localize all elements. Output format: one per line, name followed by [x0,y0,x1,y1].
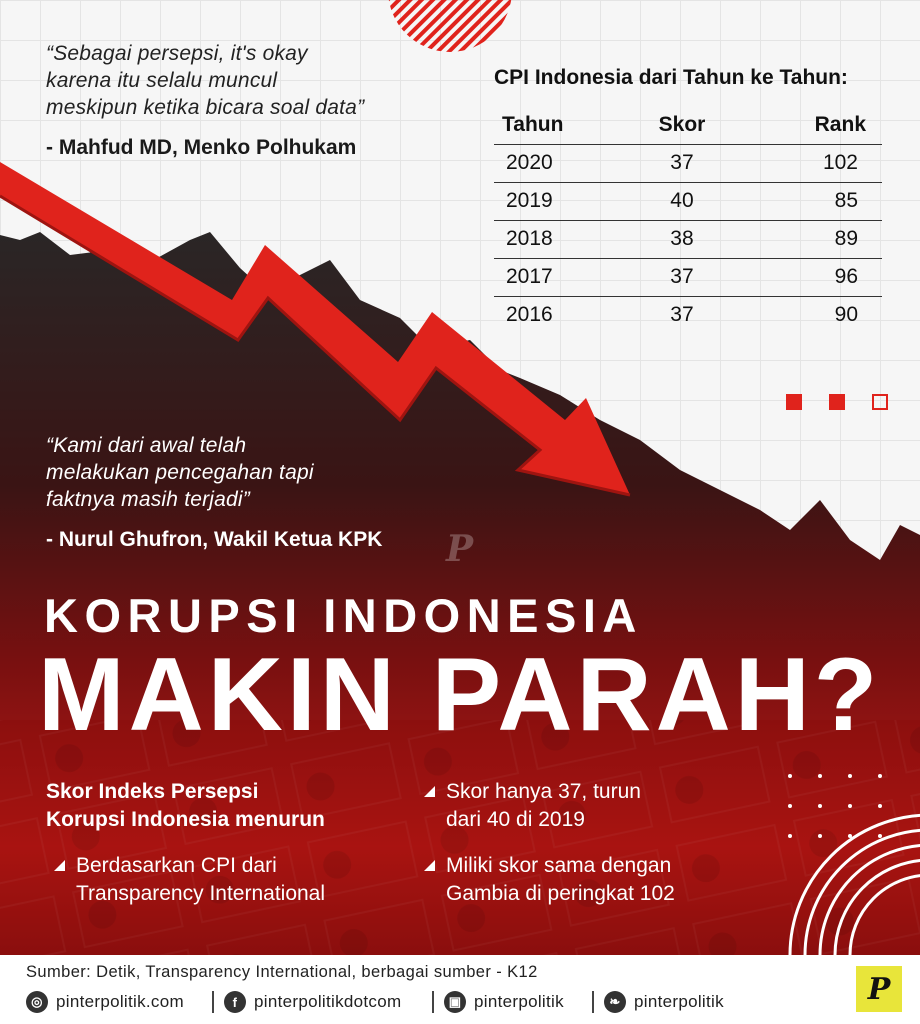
bullet-point [76,852,325,908]
table-title: CPI Indonesia dari Tahun ke Tahun: [494,66,848,89]
table-row [494,296,882,334]
divider [432,991,434,1013]
quote-line: “Kami dari awal telah [46,434,247,457]
instagram-icon: ▣ [444,991,466,1013]
column-header-year: Tahun [502,112,564,136]
bullet-point-line: dari 40 di 2019 [446,808,585,831]
square-outline-decoration [872,394,888,410]
table-header-row [494,106,882,144]
headline-title: MAKIN PARAH? [38,637,882,753]
score-cell: 38 [635,220,730,258]
table-row [494,258,882,296]
social-label: pinterpolitik [634,992,724,1011]
rank-cell: 85 [729,182,882,220]
bullet-triangle-icon [54,860,65,871]
year-cell: 2020 [494,144,635,182]
twitter-icon: ❧ [604,991,626,1013]
score-cell: 37 [635,144,730,182]
lead-point [46,778,325,834]
score-cell: 40 [635,182,730,220]
table-row [494,220,882,258]
rank-cell: 96 [729,258,882,296]
social-website[interactable] [26,989,184,1015]
facebook-icon: f [224,991,246,1013]
table-row [494,182,882,220]
score-cell: 37 [635,296,730,334]
bullet-point-line: Berdasarkan CPI dari [76,854,277,877]
quote-line: “Sebagai persepsi, it's okay [46,42,308,65]
striped-circle-decoration [388,0,512,52]
social-instagram[interactable] [444,989,564,1015]
social-label: pinterpolitik.com [56,992,184,1011]
bullet-point [446,852,675,908]
cpi-table [494,106,882,334]
bullet-point [446,778,641,834]
square-decoration [829,394,845,410]
quote-author-mahfud: - Mahfud MD, Menko Polhukam [46,136,357,159]
quote-line: faktnya masih terjadi” [46,488,250,511]
social-label: pinterpolitikdotcom [254,992,402,1011]
lead-point-line: Korupsi Indonesia menurun [46,808,325,831]
lead-point-line: Skor Indeks Persepsi [46,780,259,803]
social-label: pinterpolitik [474,992,564,1011]
divider [212,991,214,1013]
bullet-point-line: Transparency International [76,882,326,905]
watermark-logo: P [446,528,474,570]
quote-author-ghufron: - Nurul Ghufron, Wakil Ketua KPK [46,528,383,551]
rank-cell: 90 [729,296,882,334]
footer [0,955,920,1024]
year-cell: 2019 [494,182,635,220]
divider [592,991,594,1013]
quote-mahfud [46,40,364,121]
year-cell: 2016 [494,296,635,334]
bullet-point-line: Miliki skor sama dengan [446,854,672,877]
rank-cell: 89 [729,220,882,258]
table-row [494,144,882,182]
column-header-rank: Rank [814,112,866,136]
quote-line: karena itu selalu muncul [46,69,278,92]
pinterpolitik-logo: P [856,966,902,1012]
square-decoration [786,394,802,410]
social-facebook[interactable] [224,989,401,1015]
quote-line: melakukan pencegahan tapi [46,461,314,484]
globe-icon: ◎ [26,991,48,1013]
bullet-point-line: Gambia di peringkat 102 [446,882,675,905]
year-cell: 2018 [494,220,635,258]
year-cell: 2017 [494,258,635,296]
quote-ghufron [46,432,314,513]
score-cell: 37 [635,258,730,296]
bullet-point-line: Skor hanya 37, turun [446,780,641,803]
bullet-triangle-icon [424,786,435,797]
column-header-score: Skor [658,112,706,136]
quote-line: meskipun ketika bicara soal data” [46,96,365,119]
bullet-triangle-icon [424,860,435,871]
source-text: Sumber: Detik, Transparency International, berbagai sumber - K12 [26,963,538,981]
social-twitter[interactable] [604,989,724,1015]
rank-cell: 102 [729,144,882,182]
headline-subtitle: KORUPSI INDONESIA [44,589,643,642]
